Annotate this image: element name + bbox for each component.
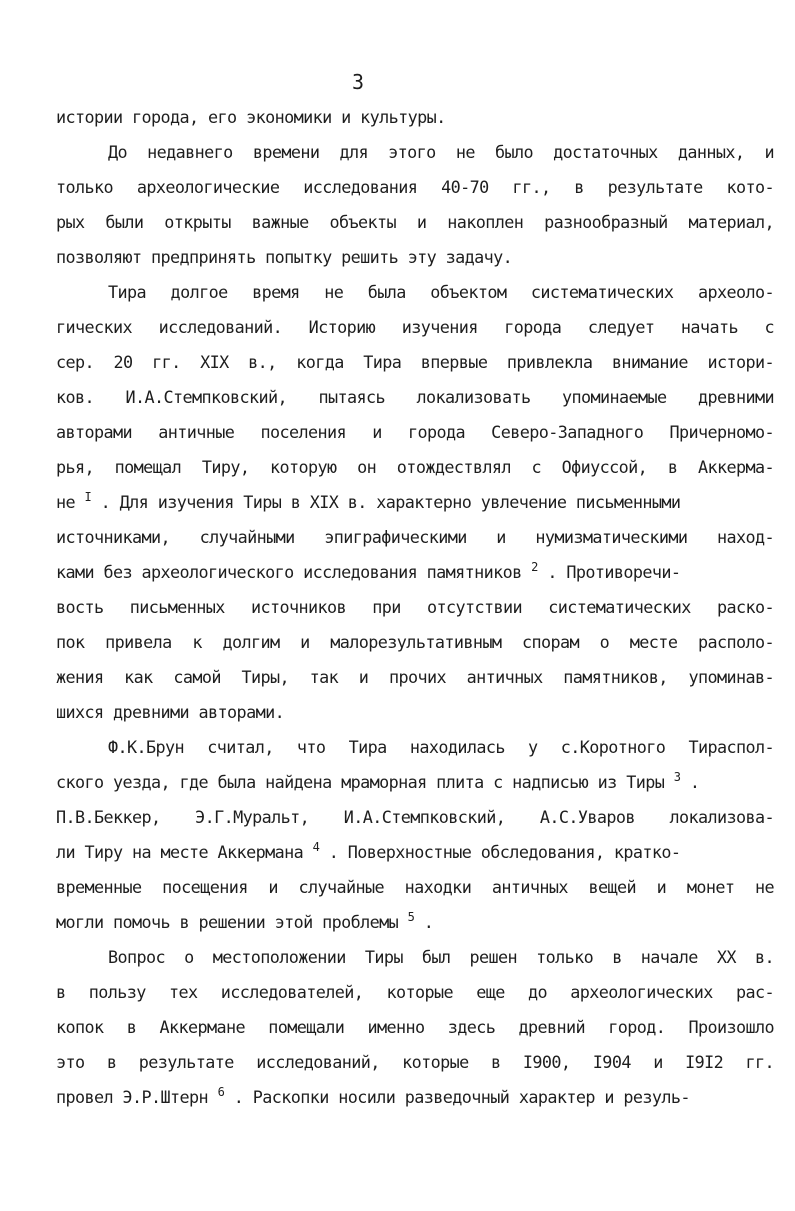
footnote-ref: 4 bbox=[312, 840, 320, 854]
text-line: вость письменных источников при отсутствии систематических раско- bbox=[56, 597, 774, 617]
text-line: в пользу тех исследователей, которые еще до археологических рас- bbox=[56, 982, 774, 1002]
text-line: ли Тиру на месте Аккермана $^4$ . Поверхностные обследования, кратко- bbox=[56, 840, 681, 862]
text-line: провел Э.Р.Штерн $^6$ . Раскопки носили разведочный характер и резуль- bbox=[56, 1085, 690, 1107]
text-line: позволяют предпринять попытку решить эту задачу. bbox=[56, 247, 513, 267]
footnote-ref: 6 bbox=[217, 1085, 225, 1099]
text-line: Вопрос о местоположении Тиры был решен только в начале XX в. bbox=[108, 947, 774, 967]
text-line: сер. 20 гг. XIX в., когда Тира впервые привлекла внимание истори- bbox=[56, 352, 774, 372]
footnote-ref: 5 bbox=[407, 910, 415, 924]
text-line: авторами античные поселения и города Северо-Западного Причерномо- bbox=[56, 422, 774, 442]
text-line: До недавнего времени для этого не было достаточных данных, и bbox=[108, 142, 774, 162]
text-line: ков. И.А.Стемпковский, пытаясь локализовать упоминаемые древними bbox=[56, 387, 774, 407]
text-line: гических исследований. Историю изучения города следует начать с bbox=[56, 317, 774, 337]
text-line: ками без археологического исследования памятников $^2$ . Противоречи- bbox=[56, 560, 681, 582]
text-line: Тира долгое время не была объектом систематических археоло- bbox=[108, 282, 774, 302]
text-line: могли помочь в решении этой проблемы $^5$ . bbox=[56, 910, 434, 932]
text-line: Ф.К.Брун считал, что Тира находилась у с.Коротного Тираспол- bbox=[108, 737, 774, 757]
text-line: истории города, его экономики и культуры. bbox=[56, 107, 446, 127]
text-line: ского уезда, где была найдена мраморная плита с надписью из Тиры $^3$ . bbox=[56, 770, 700, 792]
text-line: не $^I$ . Для изучения Тиры в XIX в. характерно увлечение письменными bbox=[56, 490, 681, 512]
footnote-ref: 3 bbox=[673, 770, 681, 784]
text-line: это в результате исследований, которые в I900, I904 и I9I2 гг. bbox=[56, 1052, 774, 1072]
text-line: шихся древними авторами. bbox=[56, 702, 285, 722]
text-line: рья, помещал Тиру, которую он отождествлял с Офиуссой, в Аккерма- bbox=[56, 457, 774, 477]
text-line: копок в Аккермане помещали именно здесь древний город. Произошло bbox=[56, 1017, 774, 1037]
page-number: 3 bbox=[352, 70, 365, 94]
footnote-ref: I bbox=[84, 490, 92, 504]
footnote-ref: 2 bbox=[531, 560, 538, 574]
text-line: П.В.Беккер, Э.Г.Муральт, И.А.Стемпковский, А.С.Уваров локализова- bbox=[56, 807, 774, 827]
text-line: рых были открыты важные объекты и накоплен разнообразный материал, bbox=[56, 212, 774, 232]
text-line: только археологические исследования 40-70 гг., в результате кото- bbox=[56, 177, 774, 197]
text-line: источниками, случайными эпиграфическими и нумизматическими наход- bbox=[56, 527, 774, 547]
text-line: пок привела к долгим и малорезультативным спорам о месте располо- bbox=[56, 632, 774, 652]
text-line: жения как самой Тиры, так и прочих античных памятников, упоминав- bbox=[56, 667, 774, 687]
text-line: временные посещения и случайные находки античных вещей и монет не bbox=[56, 877, 774, 897]
